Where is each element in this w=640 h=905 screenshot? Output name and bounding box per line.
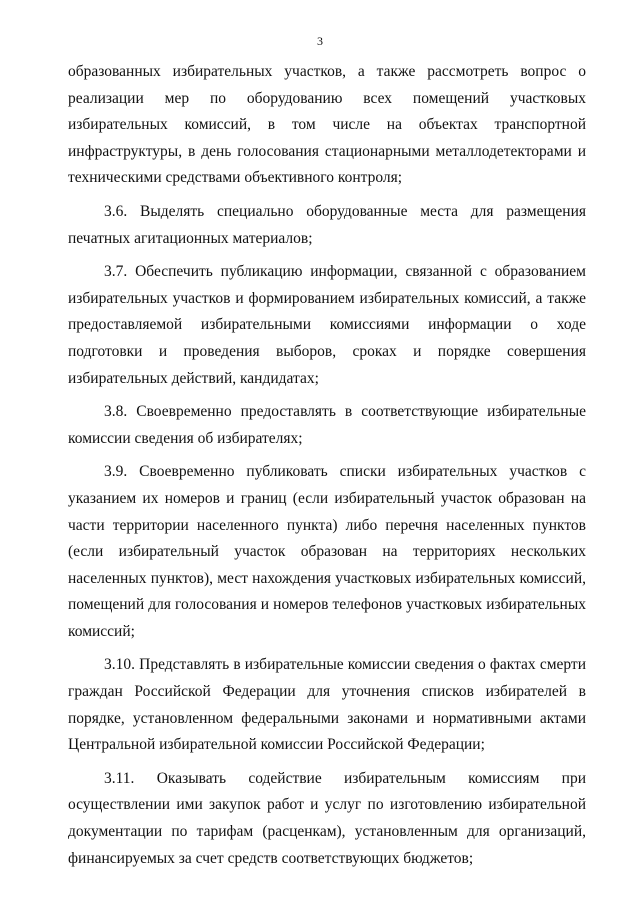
paragraph-3-6: 3.6. Выделять специально оборудованные места для размещения печатных агитационных материалов; <box>68 202 586 247</box>
paragraph-continuation: образованных избирательных участков, а также рассмотреть вопрос о реализации мер по оборудованию всех помещений участковых избирательных комиссий, в том числе на объектах транспортной инфраструктуры, в день голосования стационарными металлодетекторами и техническими средствами объективного контроля; <box>68 63 586 187</box>
paragraph-3-8: 3.8. Своевременно предоставлять в соответствующие избирательные комиссии сведения об избирателях; <box>68 403 586 447</box>
paragraph-3-11: 3.11. Оказывать содействие избирательным комиссиям при осуществлении ими закупок работ и услуг по изготовлению избирательной документации по тарифам (расценкам), установленным для организаций, финансируемых за счет средств соответствующих бюджетов; <box>68 769 586 867</box>
document-body <box>68 59 586 879</box>
page-number: 3 <box>317 34 323 48</box>
paragraph-3-10: 3.10. Представлять в избирательные комиссии сведения о фактах смерти граждан Российской Федерации для уточнения списков избирателей в порядке, установленном федеральными законами и нормативными актами Центральной избирательной комиссии Российской Федерации; <box>68 656 586 754</box>
paragraph-3-9: 3.9. Своевременно публиковать списки избирательных участков с указанием их номеров и границ (если избирательный участок образован на части территории населенного пункта) либо перечня населенных пунктов (если избирательный участок образован на территориях нескольких населенных пунктов), мест нахождения участковых избирательных комиссий, помещений для голосования и номеров телефонов участковых избирательных комиссий; <box>68 463 586 640</box>
paragraph-3-7: 3.7. Обеспечить публикацию информации, связанной с образованием избирательных участков и формированием избирательных комиссий, а также предоставляемой избирательными комиссиями информации о ходе подготовки и проведения выборов, сроках и порядке совершения избирательных действий, кандидатах; <box>68 263 586 387</box>
